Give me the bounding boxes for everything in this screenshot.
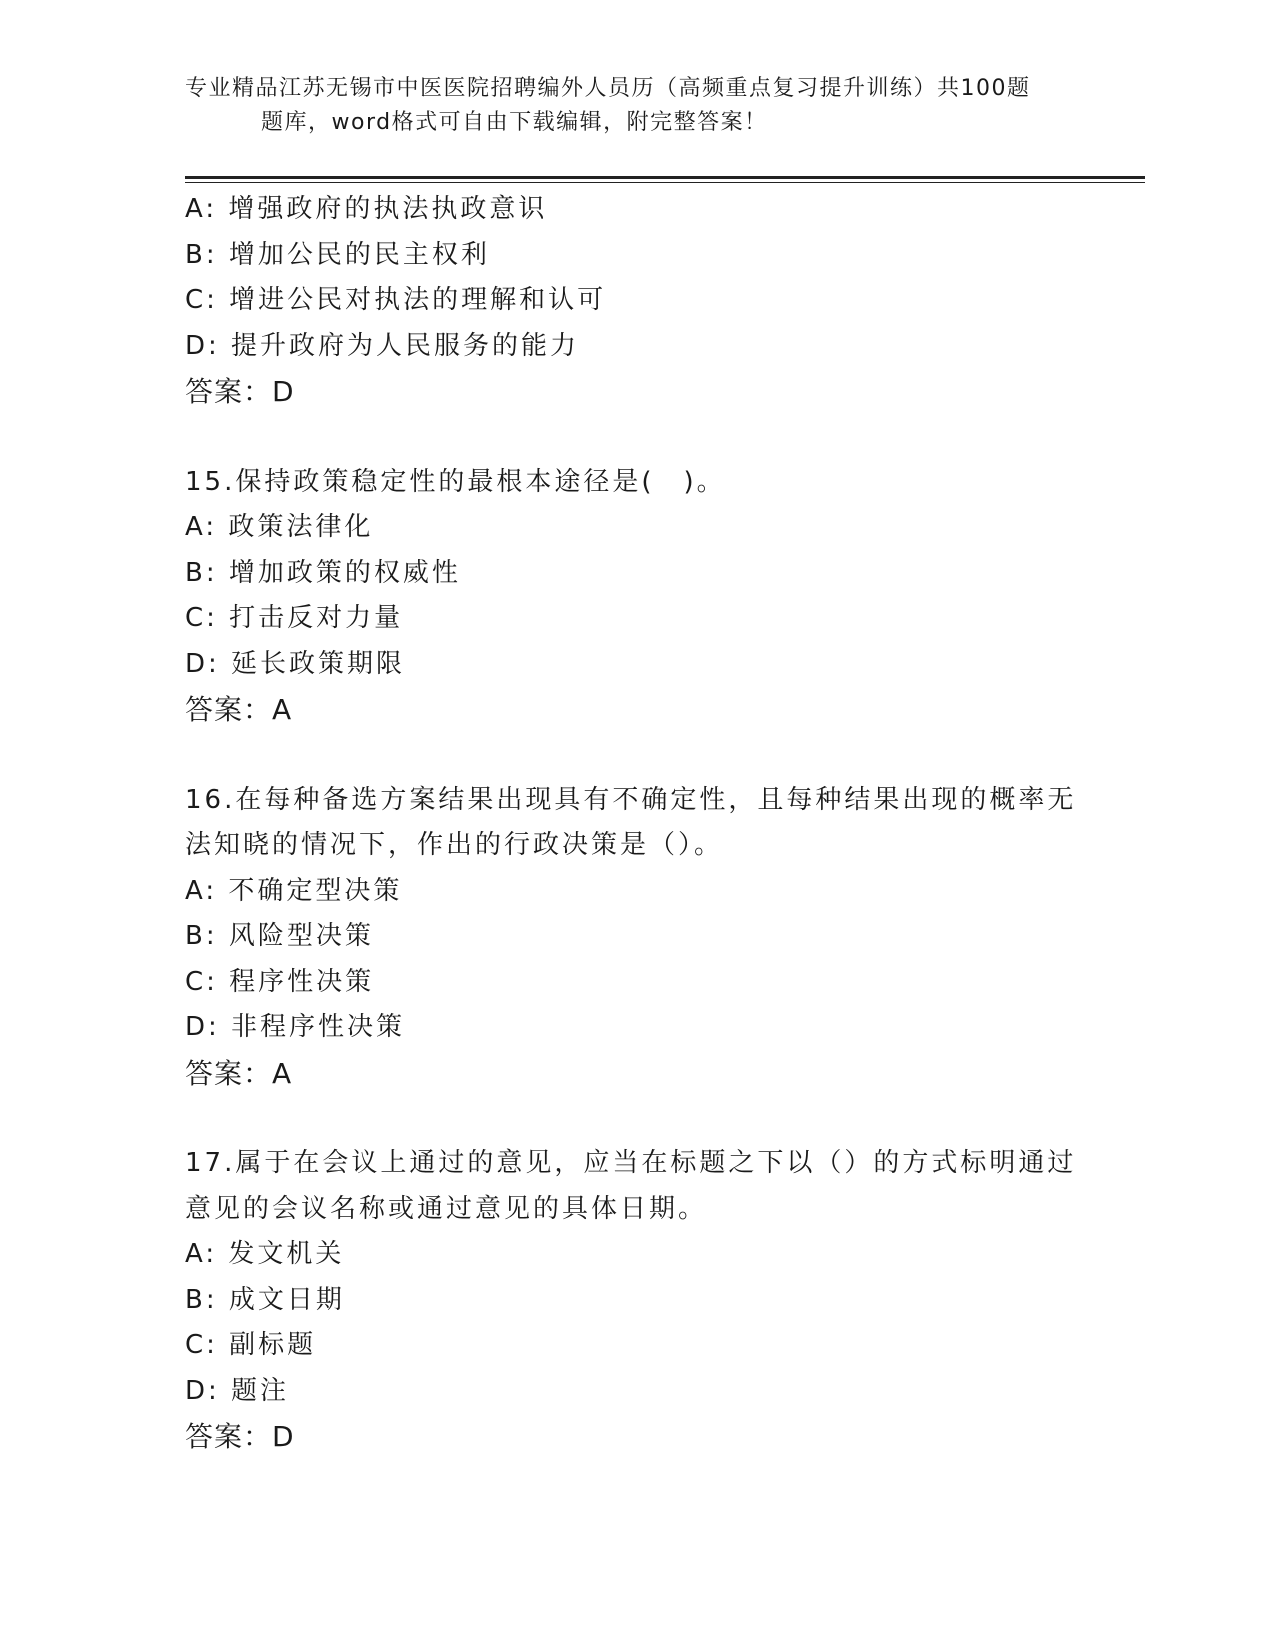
previous-question-block	[185, 187, 1085, 415]
answer-line: 答案：D	[185, 375, 295, 408]
header-title-line-2: 题库，word格式可自由下载编辑，附完整答案！	[261, 110, 768, 135]
option-c: C: 程序性决策	[185, 966, 375, 997]
option-d: D: 延长政策期限	[185, 648, 406, 679]
header-title-line-1: 专业精品江苏无锡市中医医院招聘编外人员历（高频重点复习提升训练）共100题	[185, 76, 1031, 101]
header-divider-thin	[185, 182, 1145, 183]
option-c: C: 增进公民对执法的理解和认可	[185, 285, 607, 315]
option-d: D: 非程序性决策	[185, 1012, 406, 1042]
question-list	[185, 187, 1085, 1460]
question-stem-line-2: 法知晓的情况下，作出的行政决策是（）。	[185, 830, 724, 860]
document-header	[185, 72, 1085, 140]
question-stem-line-1: 16.在每种备选方案结果出现具有不确定性，且每种结果出现的概率无	[185, 784, 1077, 815]
answer-line: 答案：A	[185, 693, 293, 726]
option-b: B: 增加公民的民主权利	[185, 239, 490, 270]
option-a: A: 增强政府的执法执政意识	[185, 194, 548, 224]
option-d: D: 题注	[185, 1375, 290, 1406]
option-a: A: 政策法律化	[185, 512, 374, 542]
question-stem-line-2: 意见的会议名称或通过意见的具体日期。	[185, 1193, 708, 1224]
question-15	[185, 460, 1085, 733]
answer-line: 答案：D	[185, 1420, 295, 1453]
option-b: B: 成文日期	[185, 1284, 345, 1315]
option-c: C: 打击反对力量	[185, 603, 404, 633]
question-16	[185, 778, 1085, 1097]
option-d: D: 提升政府为人民服务的能力	[185, 330, 580, 361]
option-c: C: 副标题	[185, 1330, 317, 1360]
option-b: B: 风险型决策	[185, 921, 374, 951]
question-stem-line-1: 17.属于在会议上通过的意见，应当在标题之下以（）的方式标明通过	[185, 1148, 1077, 1178]
header-divider-thick	[185, 176, 1145, 179]
answer-line: 答案：A	[185, 1056, 293, 1090]
option-a: A: 发文机关	[185, 1239, 345, 1269]
option-a: A: 不确定型决策	[185, 875, 403, 906]
question-stem: 15.保持政策稳定性的最根本途径是( )。	[185, 466, 726, 497]
question-17	[185, 1141, 1085, 1460]
option-b: B: 增加政策的权威性	[185, 557, 461, 588]
